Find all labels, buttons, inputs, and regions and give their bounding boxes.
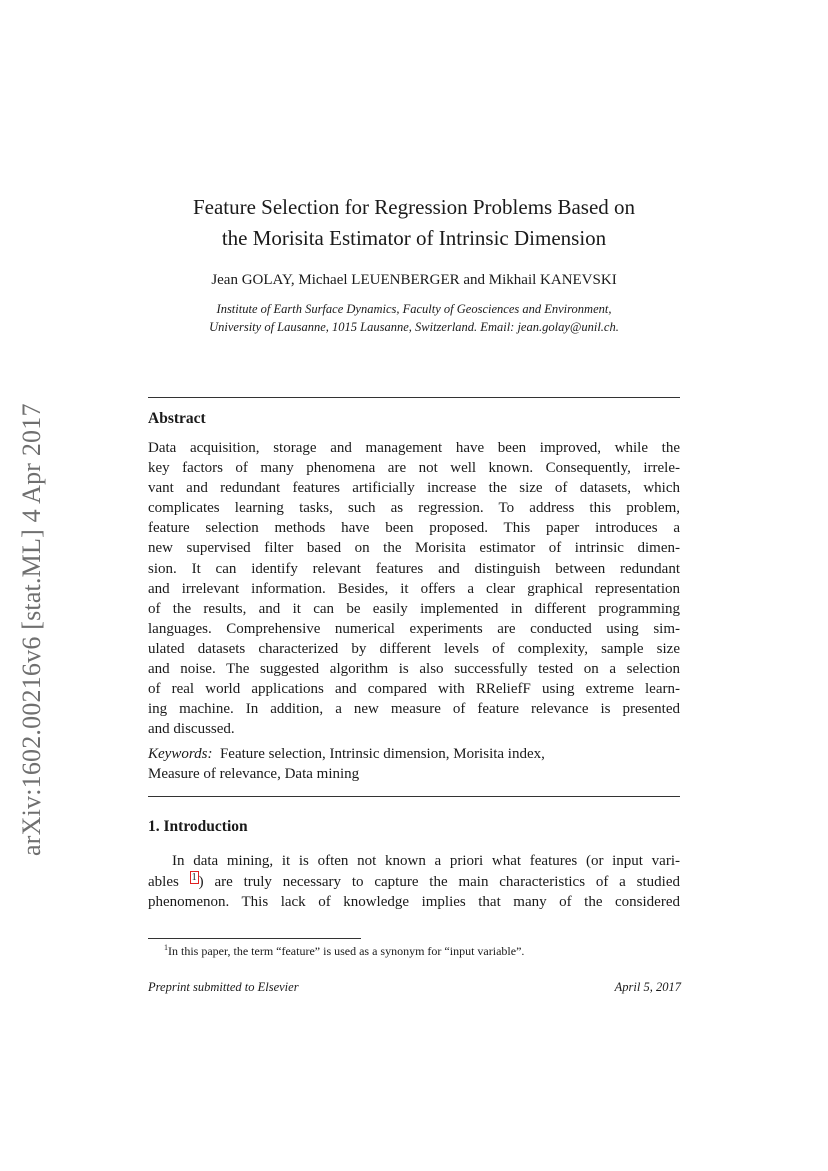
footer-date: April 5, 2017 — [614, 980, 681, 994]
footnote — [164, 943, 524, 959]
abstract-line: and discussed. — [148, 721, 235, 738]
keywords-text: Measure of relevance, Data mining — [148, 766, 360, 782]
abstract-bottom-rule — [148, 796, 680, 797]
affiliation-line: Institute of Earth Surface Dynamics, Faculty of Geosciences and Environment, — [216, 302, 612, 316]
keywords-label: Keywords: — [148, 746, 213, 762]
footnote-mark: 1 — [164, 943, 168, 952]
abstract-line: ulated datasets characterized by different levels of complexity, sample size — [148, 640, 680, 657]
abstract-line: sion. It can identify relevant features and distinguish between redundant — [148, 560, 680, 577]
title-line: Feature Selection for Regression Problems Based on — [192, 195, 636, 219]
footnote-rule — [148, 938, 361, 939]
section-heading: 1. Introduction — [148, 818, 248, 835]
abstract-line: key factors of many phenomena are not well known. Consequently, irrele- — [148, 460, 680, 477]
abstract-line: Data acquisition, storage and management have been improved, while the — [148, 440, 680, 456]
arxiv-stamp: arXiv:1602.00216v6 [stat.ML] 4 Apr 2017 — [17, 403, 46, 856]
abstract-line: of the results, and it can be easily implemented in different programming — [148, 600, 680, 617]
abstract-line: of real world applications and compared with RReliefF using extreme learn- — [148, 681, 680, 698]
abstract-line: vant and redundant features artificially increase the size of datasets, which — [148, 480, 680, 497]
abstract-body — [148, 438, 680, 739]
footnote-text: In this paper, the term “feature” is used as a synonym for “input variable”. — [168, 944, 525, 958]
abstract-line: languages. Comprehensive numerical experiments are conducted using sim- — [148, 620, 680, 637]
affiliation-line: University of Lausanne, 1015 Lausanne, Switzerland. Email: jean.golay@unil.ch. — [209, 320, 619, 334]
title-line: the Morisita Estimator of Intrinsic Dimension — [221, 226, 607, 250]
paper-title — [148, 192, 680, 254]
abstract-line: feature selection methods have been proposed. This paper introduces a — [148, 520, 680, 537]
keywords-text: Feature selection, Intrinsic dimension, Morisita index, — [219, 746, 545, 762]
introduction-body — [148, 851, 680, 912]
author-list: Jean GOLAY, Michael LEUENBERGER and Mikhail KANEVSKI — [211, 272, 617, 288]
keywords — [148, 744, 680, 784]
abstract-line: new supervised filter based on the Morisita estimator of intrinsic dimen- — [148, 540, 680, 557]
abstract-heading: Abstract — [148, 410, 206, 427]
intro-line — [148, 871, 680, 892]
abstract-line: complicates learning tasks, such as regression. To address this problem, — [148, 500, 680, 517]
intro-text-fragment: ables — [148, 874, 190, 891]
footer-journal: Preprint submitted to Elsevier — [148, 980, 299, 994]
affiliation — [148, 300, 680, 336]
footnote-link[interactable]: 1 — [191, 872, 197, 884]
abstract-line: and noise. The suggested algorithm is also successfully tested on a selection — [148, 661, 680, 678]
intro-line: phenomenon. This lack of knowledge implies that many of the considered — [148, 894, 680, 911]
abstract-line: ing machine. In addition, a new measure of feature relevance is presented — [148, 701, 680, 718]
abstract-line: and irrelevant information. Besides, it offers a clear graphical representation — [148, 580, 680, 597]
intro-line: In data mining, it is often not known a priori what features (or input vari- — [172, 853, 680, 869]
intro-text-fragment: ) are truly necessary to capture the main characteristics of a studied — [198, 874, 680, 891]
abstract-top-rule — [148, 397, 680, 398]
